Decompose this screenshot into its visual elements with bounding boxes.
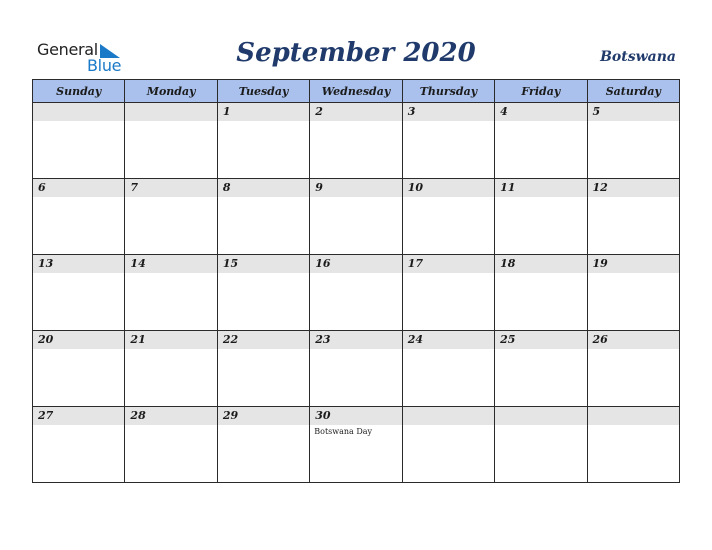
calendar-title: September 2020 [236,38,476,68]
day-number: 6 [33,179,124,197]
day-cell [217,331,309,407]
day-cell [125,179,217,255]
day-number: 24 [403,331,494,349]
day-cell [217,179,309,255]
day-cell [495,407,587,483]
day-number: 28 [125,407,216,425]
day-number: 16 [310,255,401,273]
day-cell [310,255,402,331]
day-number: 15 [218,255,309,273]
day-number [125,103,216,121]
day-number: 2 [310,103,401,121]
day-number [403,407,494,425]
day-number: 8 [218,179,309,197]
day-cell [495,179,587,255]
day-number: 13 [33,255,124,273]
day-cell [587,331,679,407]
day-cell [217,255,309,331]
day-number: 29 [218,407,309,425]
day-cell [125,255,217,331]
day-number: 21 [125,331,216,349]
day-number: 14 [125,255,216,273]
day-cell [495,255,587,331]
day-cell [33,407,125,483]
day-cell [33,103,125,179]
day-cell [310,407,402,483]
day-cell [495,103,587,179]
day-number: 27 [33,407,124,425]
day-number: 20 [33,331,124,349]
day-number: 18 [495,255,586,273]
day-cell [125,331,217,407]
day-number [588,407,679,425]
day-number: 11 [495,179,586,197]
day-cell [402,407,494,483]
day-cell [310,331,402,407]
weekday-header: Thursday [402,80,494,103]
logo-blue-text: Blue [87,56,122,75]
day-number [495,407,586,425]
day-cell [33,255,125,331]
day-cell [217,103,309,179]
day-cell [33,179,125,255]
day-number: 3 [403,103,494,121]
day-cell [33,331,125,407]
weekday-header: Wednesday [310,80,402,103]
day-cell [217,407,309,483]
holiday-label: Botswana Day [314,427,373,436]
day-number: 19 [588,255,679,273]
day-number: 12 [588,179,679,197]
weekday-header: Sunday [33,80,125,103]
weekday-header: Friday [495,80,587,103]
day-cell [402,255,494,331]
weekday-header-row [33,80,680,103]
day-cell [125,103,217,179]
week-row [33,179,680,255]
country-name: Botswana [600,49,676,65]
day-cell [587,179,679,255]
day-cell [587,255,679,331]
day-number: 1 [218,103,309,121]
day-cell [587,103,679,179]
calendar-grid [32,79,680,483]
week-row [33,255,680,331]
day-cell [402,331,494,407]
day-number: 22 [218,331,309,349]
day-cell [495,331,587,407]
day-number: 7 [125,179,216,197]
weekday-header: Monday [125,80,217,103]
day-number: 25 [495,331,586,349]
day-cell [587,407,679,483]
day-number: 10 [403,179,494,197]
day-cell [402,103,494,179]
logo-general-text: General [37,40,98,59]
day-cell [125,407,217,483]
day-number: 30 [310,407,401,425]
day-cell [310,179,402,255]
day-number: 9 [310,179,401,197]
day-number: 23 [310,331,401,349]
day-number [33,103,124,121]
day-number: 17 [403,255,494,273]
day-number: 26 [588,331,679,349]
day-cell [402,179,494,255]
weekday-header: Tuesday [217,80,309,103]
week-row [33,103,680,179]
day-number: 5 [588,103,679,121]
week-row [33,407,680,483]
day-cell [310,103,402,179]
week-row [33,331,680,407]
day-number: 4 [495,103,586,121]
weekday-header: Saturday [587,80,679,103]
